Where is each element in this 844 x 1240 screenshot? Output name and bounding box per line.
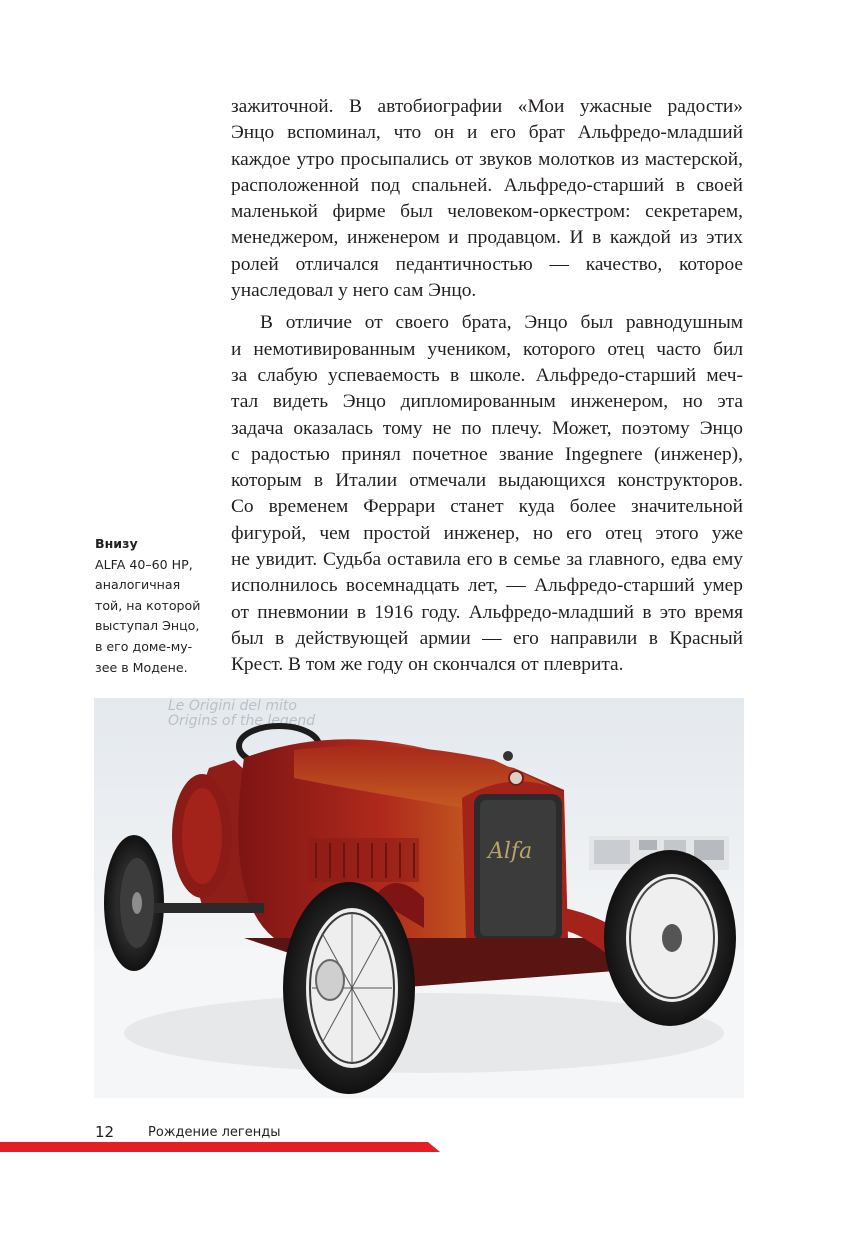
alfa-badge — [509, 771, 523, 785]
hood-louvres — [309, 838, 419, 882]
text-line: задача оказалась тому не по плечу. Может, поэтому Энцо — [231, 417, 743, 439]
body-text — [231, 94, 743, 679]
text-line: зажиточной. В автобиографии «Мои ужасные радости» — [231, 96, 743, 117]
text-line: с радостью принял почетное звание Ingegnere (инженер), — [231, 443, 743, 465]
text-line: Энцо вспоминал, что он и его брат Альфредо-младший — [231, 122, 743, 144]
text-line: которым в Италии отмечали выдающихся конструкторов. — [231, 470, 743, 492]
wall-text-line: Le Origini del mito — [168, 698, 297, 714]
text-line: тал видеть Энцо дипломированным инженером, но эта — [231, 391, 743, 413]
text-line: был в действующей армии — его направили в Красный — [231, 627, 743, 649]
text-line: каждое утро просыпались от звуков молотков из мастерской, — [231, 148, 743, 170]
alfa-40-60-hp-illustration — [94, 698, 744, 1098]
radiator-cap — [503, 751, 513, 761]
text-line: исполнилось восемнадцать лет, — Альфредо-старший умер — [231, 575, 743, 597]
text-line: Со временем Феррари станет куда более значительной — [231, 496, 743, 518]
wall-text-line: Origins of the legend — [168, 713, 316, 729]
red-footer-rule — [0, 1142, 440, 1154]
photo-caption — [95, 534, 220, 678]
paragraph-2 — [231, 310, 743, 678]
text-line: маленькой фирме был человеком-оркестром: секретарем, — [231, 201, 743, 223]
front-left-wheel — [283, 882, 415, 1094]
text-line: В отличие от своего брата, Энцо был равнодушным — [260, 312, 743, 334]
car-photo — [94, 698, 744, 1098]
text-line: за слабую успеваемость в школе. Альфредо-старший меч- — [231, 364, 743, 386]
paragraph-1 — [231, 94, 743, 304]
rear-axle — [154, 903, 264, 913]
caption-text: ALFA 40–60 HP, аналогичная той, на которой выступал Энцо, в его доме-му- зее в Модене. — [95, 556, 201, 675]
caption-title: Внизу — [95, 536, 138, 551]
text-line: менеджером, инженером и продавцом. И в каждой из этих — [231, 227, 743, 249]
text-line: Крест. В том же году он скончался от плеврита. — [231, 654, 624, 676]
text-line: от пневмонии в 1916 году. Альфредо-младший в это время — [231, 601, 743, 623]
text-line: фигурой, чем простой инженер, но его отец этого уже — [231, 522, 743, 544]
text-line: унаследовал у него сам Энцо. — [231, 280, 477, 302]
grille-script: Alfa — [488, 839, 533, 864]
text-line: ролей отличался педантичностью — качество, которое — [231, 253, 743, 275]
text-line: расположенной под спальней. Альфредо-старший в своей — [231, 174, 743, 196]
text-line: не увидит. Судьба оставила его в семье за главного, едва ему — [231, 549, 743, 571]
page-number: 12 — [95, 1123, 115, 1141]
running-head: Рождение легенды — [148, 1125, 281, 1140]
front-right-wheel — [604, 850, 736, 1026]
text-line: и немотивированным учеником, которого отец часто бил — [231, 338, 743, 360]
